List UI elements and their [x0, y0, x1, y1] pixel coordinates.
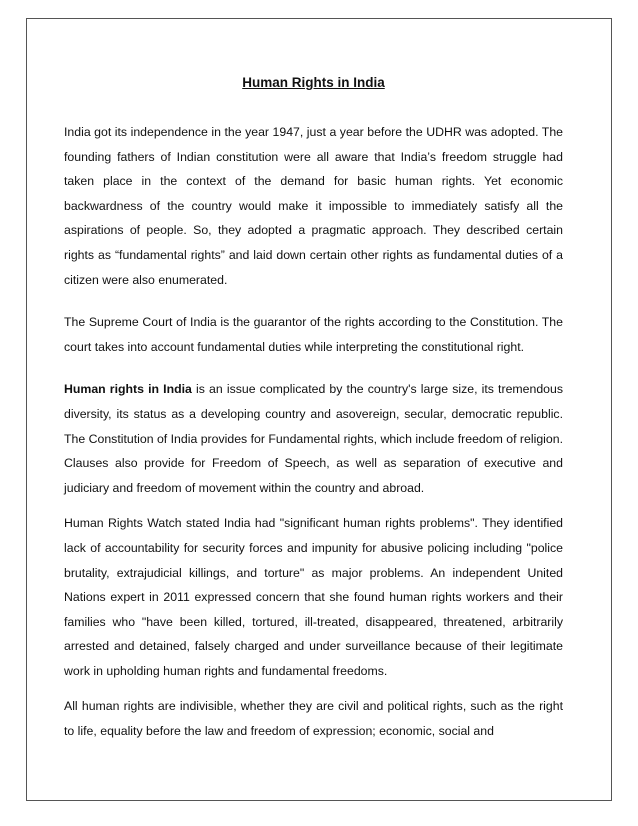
paragraph-indivisible-rights: All human rights are indivisible, whether they are civil and political rights, such as the right to life, equality before the law and freedom of expression; economic, social and — [64, 699, 563, 739]
paragraph-lead-bold: Human rights in India — [64, 382, 192, 397]
document-title: Human Rights in India — [242, 75, 385, 90]
paragraph-human-rights-india — [64, 377, 563, 500]
paragraph-independence: India got its independence in the year 1947, just a year before the UDHR was adopted. The founding fathers of Indian constitution were all aware that India’s freedom struggle had taken place in the context of the demand for basic human rights. Yet economic backwardness of the country would make it impossible to immediately satisfy all the aspirations of people. So, they adopted a pragmatic approach. They described certain rights as “fundamental rights” and laid down certain other rights as fundamental duties of a citizen were also enumerated. — [64, 125, 563, 287]
document-body — [64, 74, 563, 744]
paragraph-human-rights-watch: Human Rights Watch stated India had "significant human rights problems". They identified lack of accountability for security forces and impunity for abusive policing including "police brutality, extrajudicial killings, and torture" as major problems. An independent United Nations expert in 2011 expressed concern that she found human rights workers and their families who "have been killed, tortured, ill-treated, disappeared, threatened, arbitrarily arrested and detained, falsely charged and under surveillance because of their legitimate work in upholding human rights and fundamental freedoms. — [64, 516, 563, 678]
paragraph-supreme-court: The Supreme Court of India is the guarantor of the rights according to the Constitution. The court takes into account fundamental duties while interpreting the constitutional right. — [64, 315, 563, 354]
paragraph-lead-rest: is an issue complicated by the country's large size, its tremendous diversity, its status as a developing country and asovereign, secular, democratic republic. The Constitution of India provides for Fundamental rights, which include freedom of religion. Clauses also provide for Freedom of Speech, as well as separation of executive and judiciary and freedom of movement within the country and abroad. — [64, 382, 563, 495]
